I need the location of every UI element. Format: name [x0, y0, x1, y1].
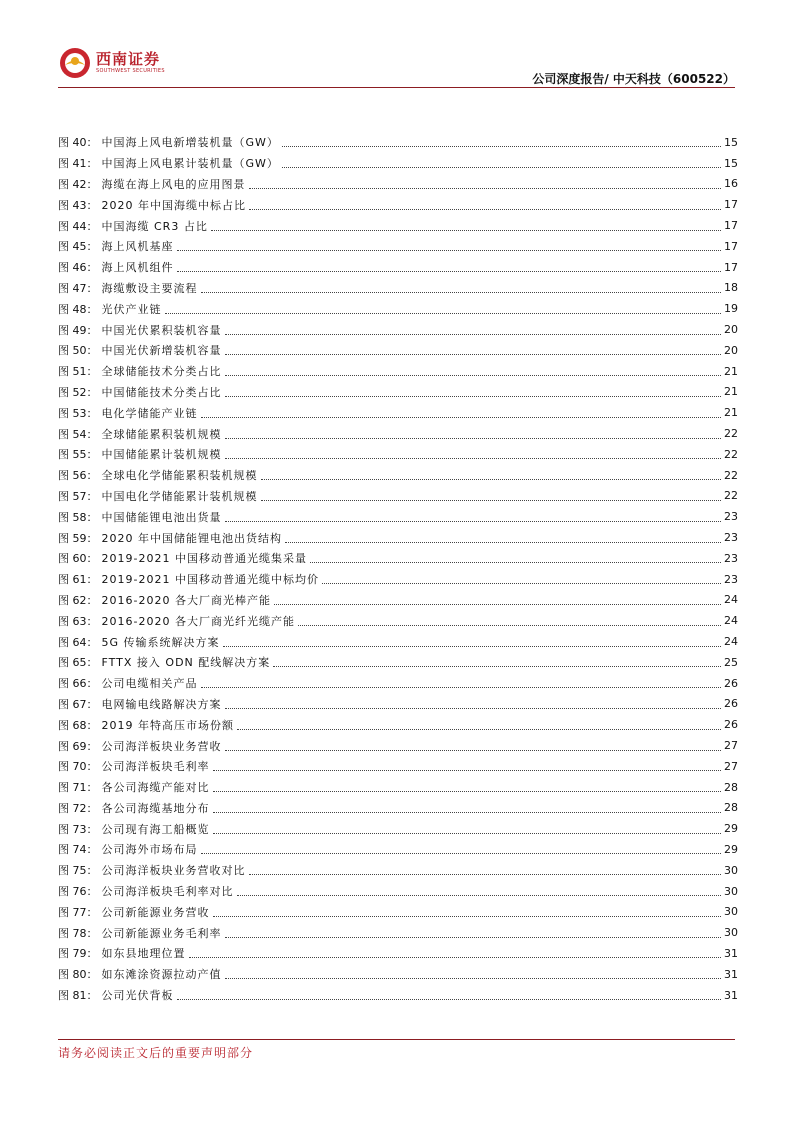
toc-entry[interactable]: [58, 361, 738, 382]
toc-entry[interactable]: [58, 714, 738, 735]
toc-entry[interactable]: [58, 964, 738, 985]
figure-number: 图 81：: [58, 989, 98, 1003]
figure-title: 2016-2020 各大厂商光棒产能: [101, 593, 271, 607]
toc-entry[interactable]: [58, 153, 738, 174]
figure-number: 图 47：: [58, 281, 98, 295]
figure-title: 各公司海缆基地分布: [101, 801, 210, 815]
figure-title: 海缆在海上风电的应用图景: [101, 177, 246, 191]
figure-number: 图 56：: [58, 469, 98, 483]
figure-title: 公司海洋板块业务营收: [101, 739, 222, 753]
dot-leader: [249, 200, 721, 210]
dot-leader: [225, 741, 722, 751]
toc-entry[interactable]: [58, 132, 738, 153]
page-number: 31: [724, 967, 738, 981]
page-number: 28: [724, 801, 738, 815]
header-divider: [58, 87, 735, 88]
page-number: 17: [724, 219, 738, 233]
dot-leader: [213, 782, 722, 792]
figure-number: 图 59：: [58, 531, 98, 545]
footer-divider: [58, 1039, 735, 1040]
dot-leader: [225, 325, 722, 335]
figure-number: 图 45：: [58, 240, 98, 254]
figure-title: 全球电化学储能累积装机规模: [101, 469, 258, 483]
page-number: 23: [724, 572, 738, 586]
dot-leader: [213, 824, 722, 834]
logo-emblem-icon: [58, 46, 92, 80]
toc-entry[interactable]: [58, 881, 738, 902]
toc-entry[interactable]: [58, 215, 738, 236]
figure-title: 2020 年中国储能锂电池出货结构: [101, 531, 282, 545]
toc-entry[interactable]: [58, 818, 738, 839]
figure-number: 图 54：: [58, 427, 98, 441]
toc-entry[interactable]: [58, 319, 738, 340]
page-number: 17: [724, 260, 738, 274]
logo-text-cn: 西南证券: [96, 50, 161, 68]
figure-number: 图 76：: [58, 885, 98, 899]
page-number: 30: [724, 884, 738, 898]
figure-number: 图 75：: [58, 864, 98, 878]
figure-title: 中国光伏累积装机容量: [101, 323, 222, 337]
figure-title: 公司海外市场布局: [101, 843, 198, 857]
figure-title: 中国海上风电累计装机量（GW）: [101, 157, 279, 171]
page-number: 30: [724, 905, 738, 919]
toc-entry[interactable]: [58, 860, 738, 881]
toc-entry[interactable]: [58, 236, 738, 257]
dot-leader: [273, 657, 721, 667]
figure-title: 光伏产业链: [101, 302, 162, 316]
dot-leader: [310, 553, 721, 563]
page-number: 24: [724, 614, 738, 628]
dot-leader: [225, 449, 722, 459]
figure-number: 图 53：: [58, 406, 98, 420]
dot-leader: [249, 865, 722, 875]
figure-number: 图 60：: [58, 552, 98, 566]
figure-title: 电化学储能产业链: [101, 406, 198, 420]
dot-leader: [213, 907, 722, 917]
figure-number: 图 62：: [58, 593, 98, 607]
dot-leader: [285, 533, 721, 543]
toc-entry[interactable]: [58, 652, 738, 673]
page-number: 22: [724, 427, 738, 441]
figure-title: 公司海洋板块毛利率对比: [101, 885, 234, 899]
dot-leader: [201, 844, 722, 854]
figure-number: 图 46：: [58, 261, 98, 275]
page-number: 29: [724, 822, 738, 836]
page-number: 22: [724, 489, 738, 503]
toc-entry[interactable]: [58, 174, 738, 195]
figure-title: 公司新能源业务营收: [101, 905, 210, 919]
page-number: 24: [724, 635, 738, 649]
figure-title: FTTX 接入 ODN 配线解决方案: [101, 656, 271, 670]
dot-leader: [189, 948, 722, 958]
dot-leader: [177, 241, 722, 251]
page-number: 23: [724, 551, 738, 565]
figure-number: 图 80：: [58, 968, 98, 982]
toc-entry[interactable]: [58, 631, 738, 652]
dot-leader: [177, 262, 722, 272]
figure-number: 图 79：: [58, 947, 98, 961]
toc-entry[interactable]: [58, 527, 738, 548]
figure-number: 图 57：: [58, 489, 98, 503]
dot-leader: [225, 366, 722, 376]
figure-number: 图 50：: [58, 344, 98, 358]
figure-number: 图 70：: [58, 760, 98, 774]
page-number: 26: [724, 718, 738, 732]
figure-number: 图 77：: [58, 905, 98, 919]
toc-entry[interactable]: [58, 548, 738, 569]
figure-number: 图 61：: [58, 573, 98, 587]
page-number: 24: [724, 593, 738, 607]
figure-number: 图 65：: [58, 656, 98, 670]
figure-number: 图 55：: [58, 448, 98, 462]
dot-leader: [261, 470, 722, 480]
page-number: 28: [724, 780, 738, 794]
toc-entry[interactable]: [58, 340, 738, 361]
toc-entry[interactable]: [58, 610, 738, 631]
toc-entry[interactable]: [58, 465, 738, 486]
figure-title: 中国储能技术分类占比: [101, 385, 222, 399]
toc-entry[interactable]: [58, 985, 738, 1006]
figure-number: 图 40：: [58, 136, 98, 150]
toc-entry[interactable]: [58, 901, 738, 922]
toc-entry[interactable]: [58, 382, 738, 403]
dot-leader: [282, 137, 721, 147]
toc-entry[interactable]: [58, 257, 738, 278]
toc-entry[interactable]: [58, 839, 738, 860]
figure-title: 中国海上风电新增装机量（GW）: [101, 136, 279, 150]
dot-leader: [225, 699, 722, 709]
dot-leader: [237, 886, 722, 896]
figure-title: 电网输电线路解决方案: [101, 697, 222, 711]
figure-number: 图 64：: [58, 635, 98, 649]
figure-title: 中国海缆 CR3 占比: [101, 219, 208, 233]
figure-title: 如东县地理位置: [101, 947, 186, 961]
page-number: 31: [724, 988, 738, 1002]
dot-leader: [274, 595, 721, 605]
figure-number: 图 78：: [58, 926, 98, 940]
page-number: 16: [724, 177, 738, 191]
figure-number: 图 67：: [58, 697, 98, 711]
figure-number: 图 71：: [58, 781, 98, 795]
figure-number: 图 74：: [58, 843, 98, 857]
dot-leader: [201, 408, 722, 418]
figure-title: 海上风机基座: [101, 240, 174, 254]
page-number: 26: [724, 697, 738, 711]
figure-title: 中国储能锂电池出货量: [101, 510, 222, 524]
report-header-title: 公司深度报告/ 中天科技（600522）: [532, 72, 735, 86]
toc-entry[interactable]: [58, 756, 738, 777]
toc-entry[interactable]: [58, 922, 738, 943]
page-number: 31: [724, 946, 738, 960]
figure-number: 图 49：: [58, 323, 98, 337]
page-number: 17: [724, 198, 738, 212]
figure-title: 公司电缆相关产品: [101, 677, 198, 691]
page-number: 23: [724, 510, 738, 524]
figure-number: 图 58：: [58, 510, 98, 524]
page-number: 21: [724, 406, 738, 420]
page-number: 22: [724, 447, 738, 461]
dot-leader: [322, 574, 721, 584]
toc-entry[interactable]: [58, 506, 738, 527]
page-number: 21: [724, 385, 738, 399]
footer-disclaimer: 请务必阅读正文后的重要声明部分: [58, 1046, 254, 1060]
toc-entry[interactable]: [58, 444, 738, 465]
toc-entry[interactable]: [58, 590, 738, 611]
figure-number: 图 72：: [58, 801, 98, 815]
dot-leader: [177, 990, 722, 1000]
dot-leader: [213, 761, 722, 771]
figure-title: 中国电化学储能累计装机规模: [101, 489, 258, 503]
figure-number: 图 44：: [58, 219, 98, 233]
dot-leader: [282, 158, 721, 168]
figure-title: 如东滩涂资源拉动产值: [101, 968, 222, 982]
dot-leader: [223, 637, 721, 647]
dot-leader: [298, 616, 721, 626]
page-number: 30: [724, 863, 738, 877]
figure-title: 公司海洋板块业务营收对比: [101, 864, 246, 878]
figure-number: 图 43：: [58, 198, 98, 212]
figure-number: 图 63：: [58, 614, 98, 628]
dot-leader: [237, 720, 721, 730]
page-number: 22: [724, 468, 738, 482]
page-number: 25: [724, 655, 738, 669]
dot-leader: [249, 179, 722, 189]
figure-title: 各公司海缆产能对比: [101, 781, 210, 795]
figure-title: 海上风机组件: [101, 261, 174, 275]
toc-entry[interactable]: [58, 673, 738, 694]
page-number: 30: [724, 926, 738, 940]
figure-number: 图 42：: [58, 177, 98, 191]
figure-title: 公司光伏背板: [101, 989, 174, 1003]
page-number: 20: [724, 343, 738, 357]
toc-entry[interactable]: [58, 777, 738, 798]
dot-leader: [201, 283, 722, 293]
figure-title: 2020 年中国海缆中标占比: [101, 198, 246, 212]
dot-leader: [213, 803, 722, 813]
figure-title: 公司新能源业务毛利率: [101, 926, 222, 940]
figure-number: 图 48：: [58, 302, 98, 316]
dot-leader: [225, 969, 722, 979]
figure-list: [58, 132, 738, 1005]
dot-leader: [211, 221, 721, 231]
page-number: 18: [724, 281, 738, 295]
toc-entry[interactable]: [58, 194, 738, 215]
page-number: 21: [724, 364, 738, 378]
figure-number: 图 52：: [58, 385, 98, 399]
figure-number: 图 41：: [58, 157, 98, 171]
dot-leader: [165, 304, 722, 314]
figure-title: 全球储能累积装机规模: [101, 427, 222, 441]
page-number: 29: [724, 842, 738, 856]
page-number: 15: [724, 156, 738, 170]
dot-leader: [225, 345, 722, 355]
dot-leader: [225, 429, 722, 439]
figure-title: 2019 年特高压市场份额: [101, 718, 234, 732]
page-number: 19: [724, 302, 738, 316]
figure-title: 海缆敷设主要流程: [101, 281, 198, 295]
dot-leader: [225, 387, 722, 397]
figure-number: 图 51：: [58, 365, 98, 379]
page-number: 27: [724, 759, 738, 773]
company-logo: [58, 46, 178, 80]
toc-entry[interactable]: [58, 278, 738, 299]
toc-entry[interactable]: [58, 569, 738, 590]
figure-title: 全球储能技术分类占比: [101, 365, 222, 379]
figure-title: 公司现有海工船概览: [101, 822, 210, 836]
toc-entry[interactable]: [58, 423, 738, 444]
figure-number: 图 73：: [58, 822, 98, 836]
toc-entry[interactable]: [58, 298, 738, 319]
toc-entry[interactable]: [58, 798, 738, 819]
figure-number: 图 69：: [58, 739, 98, 753]
dot-leader: [261, 491, 722, 501]
logo-text-en: SOUTHWEST SECURITIES: [96, 68, 165, 74]
toc-entry[interactable]: [58, 735, 738, 756]
dot-leader: [225, 928, 722, 938]
page-number: 23: [724, 531, 738, 545]
page-number: 27: [724, 739, 738, 752]
figure-number: 图 68：: [58, 718, 98, 732]
toc-entry[interactable]: [58, 402, 738, 423]
figure-title: 2016-2020 各大厂商光纤光缆产能: [101, 614, 295, 628]
figure-title: 中国光伏新增装机容量: [101, 344, 222, 358]
figure-title: 公司海洋板块毛利率: [101, 760, 210, 774]
page-number: 15: [724, 135, 738, 149]
toc-entry[interactable]: [58, 694, 738, 715]
toc-entry[interactable]: [58, 943, 738, 964]
toc-entry[interactable]: [58, 486, 738, 507]
figure-title: 中国储能累计装机规模: [101, 448, 222, 462]
figure-number: 图 66：: [58, 677, 98, 691]
page-number: 17: [724, 239, 738, 253]
figure-title: 2019-2021 中国移动普通光缆集采量: [101, 552, 307, 566]
dot-leader: [201, 678, 722, 688]
page-number: 20: [724, 323, 738, 337]
page-number: 26: [724, 676, 738, 690]
figure-title: 5G 传输系统解决方案: [101, 635, 220, 649]
dot-leader: [225, 512, 722, 522]
figure-title: 2019-2021 中国移动普通光缆中标均价: [101, 573, 319, 587]
